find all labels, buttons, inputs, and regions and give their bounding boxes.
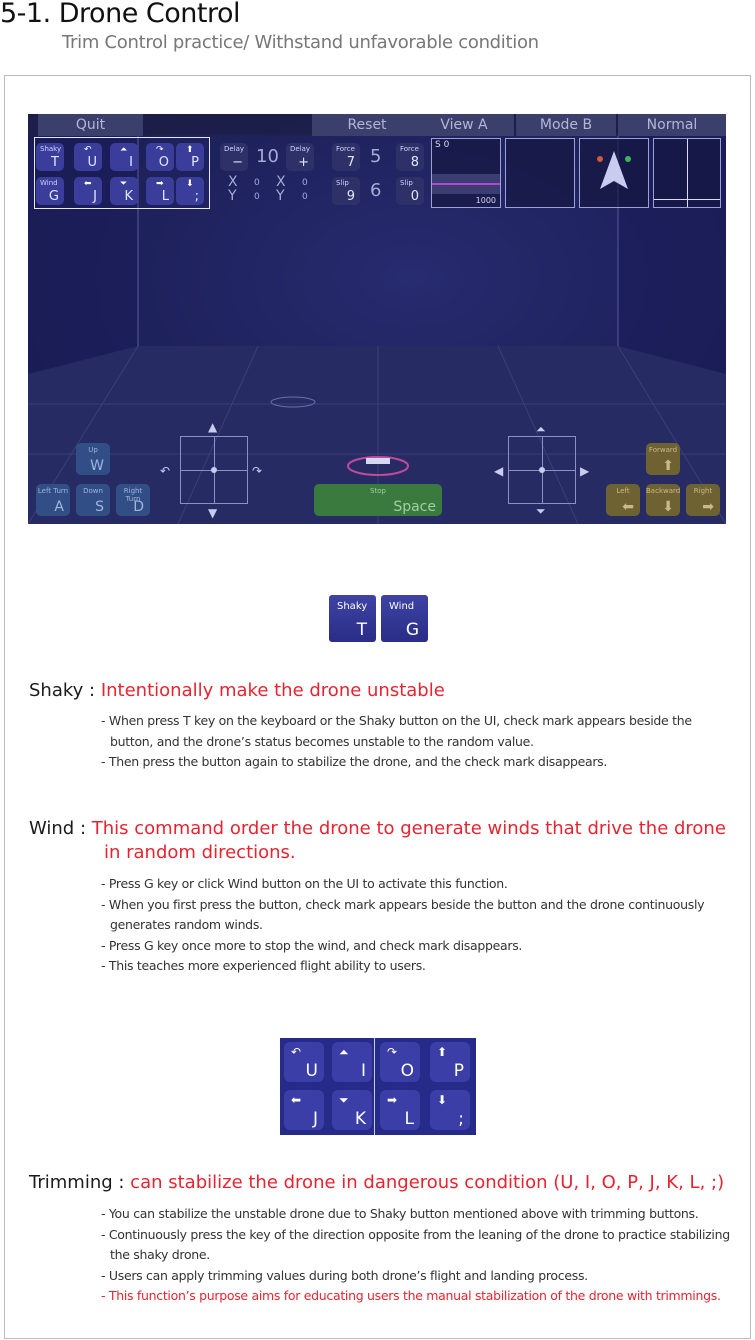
right-key[interactable] (686, 484, 720, 516)
key-char: T (356, 620, 367, 640)
key-label: Force (400, 145, 419, 153)
trimming-heading (29, 1172, 724, 1193)
x-label: X (228, 174, 238, 190)
quit-button[interactable]: Quit (38, 114, 143, 136)
backward-key[interactable] (646, 484, 680, 516)
key-char: 9 (346, 189, 355, 204)
empty-panel (505, 138, 575, 208)
y-label: Y (228, 188, 237, 204)
reset-button[interactable]: Reset (312, 114, 422, 136)
arrow-right-icon: ▶ (580, 464, 590, 478)
key-char: J (312, 1109, 318, 1129)
arrow-right-icon: ➡ (387, 1093, 398, 1107)
key-char: P (453, 1061, 464, 1081)
arrow-down-icon: ⬇ (186, 179, 194, 189)
force-value: 5 (370, 146, 382, 167)
x-label: X (276, 174, 286, 190)
page-subtitle: Trim Control practice/ Withstand unfavorable condition (62, 32, 539, 53)
tilt-up-icon: ⏶ (339, 1045, 349, 1059)
key-char: G (48, 189, 59, 204)
trimming-description (101, 1204, 733, 1307)
rotate-left-icon: ↶ (84, 145, 92, 155)
key-label: Backward (646, 487, 681, 495)
description-line: - You can stabilize the unstable drone due to Shaky button mentioned above with trimming buttons. (101, 1206, 699, 1221)
slip-value: 6 (370, 180, 382, 201)
key-label: Force (336, 145, 355, 153)
delay-minus-key[interactable] (220, 143, 248, 171)
heading-arrow-icon (580, 139, 648, 207)
section-summary: This command order the drone to generate winds that drive the drone (91, 818, 726, 839)
description-line: - Users can apply trimming values during both drone’s flight and landing process. (101, 1267, 588, 1283)
section-summary: Intentionally make the drone unstable (100, 680, 445, 701)
key-char: W (90, 458, 104, 474)
compass-panel (579, 138, 649, 208)
right-turn-key[interactable] (116, 484, 150, 516)
trim-key-j (284, 1090, 324, 1130)
force-7-key[interactable] (332, 143, 360, 171)
key-char: − (232, 155, 243, 170)
description-line: - Then press the button again to stabilize the drone, and the check mark disappears. (101, 754, 608, 769)
key-char: ⬅ (622, 499, 634, 515)
key-char: O (400, 1061, 414, 1081)
section-summary: in random directions. (104, 842, 296, 863)
key-char: Space (393, 499, 436, 515)
section-label: Shaky (29, 680, 84, 701)
rotate-right-icon: ↷ (156, 145, 164, 155)
arrow-left-icon: ◀ (494, 464, 504, 478)
mode-button[interactable]: Mode B (516, 114, 616, 136)
key-label: Right (693, 487, 713, 495)
arrow-right-icon: ➡ (156, 179, 164, 189)
slip-0-key[interactable] (396, 177, 424, 205)
wind-heading (29, 818, 726, 839)
page-title: 5-1. Drone Control (0, 0, 240, 29)
speed-max: 1000 (475, 196, 496, 205)
key-char: L (161, 189, 169, 204)
key-char: ; (194, 189, 199, 204)
key-char: ⬇ (662, 499, 674, 515)
description-line: - Press G key or click Wind button on the UI to activate this function. (101, 876, 508, 891)
trim-key-l (380, 1090, 420, 1130)
stop-key[interactable] (314, 484, 442, 516)
view-button[interactable]: View A (414, 114, 514, 136)
section-summary: can stabilize the drone in dangerous condition (U, I, O, P, J, K, L, ;) (130, 1172, 725, 1193)
down-key[interactable] (76, 484, 110, 516)
tilt-up-icon: ⏶ (536, 422, 546, 436)
description-line: - Press G key once more to stop the wind, and check mark disappears. (101, 937, 523, 953)
trim-key-o (380, 1042, 420, 1082)
speed-label: S 0 (435, 140, 450, 150)
key-char: G (405, 620, 419, 640)
speed-line (432, 183, 500, 185)
shaky-key-showcase (329, 595, 376, 642)
key-char: O (158, 155, 169, 170)
normal-button[interactable]: Normal (618, 114, 726, 136)
key-char: ⬆ (662, 458, 674, 474)
minimap-panel (653, 138, 721, 208)
key-char: A (54, 499, 64, 515)
key-label: Shaky (337, 601, 368, 612)
rotate-right-icon: ↷ (387, 1045, 398, 1059)
arrow-up-icon: ⬆ (186, 145, 194, 155)
key-char: L (404, 1109, 414, 1129)
key-char: D (133, 499, 144, 515)
delay-value: 10 (256, 146, 279, 167)
trim-selection-box (34, 137, 210, 209)
separator: : (74, 818, 92, 839)
wind-key-showcase (381, 595, 428, 642)
key-char: 7 (346, 155, 355, 170)
force-8-key[interactable] (396, 143, 424, 171)
key-char: ➡ (702, 499, 714, 515)
key-char: 0 (410, 189, 419, 204)
trim-key-u (284, 1042, 324, 1082)
description-line: - When you first press the button, check mark appears beside the button and the drone continuously generates random winds. (101, 896, 705, 932)
key-char: P (191, 155, 199, 170)
y-value: 0 (254, 192, 260, 202)
arrow-up-icon: ⬆ (437, 1045, 448, 1059)
key-label: Up (88, 446, 98, 454)
tilt-up-icon: ⏶ (120, 145, 128, 155)
shaky-heading (29, 680, 445, 701)
section-label: Wind (29, 818, 75, 839)
arrow-left-icon: ⬅ (84, 179, 92, 189)
delay-plus-key[interactable] (286, 143, 314, 171)
up-key[interactable] (76, 443, 110, 475)
key-label: Wind (389, 601, 415, 612)
x-value: 0 (302, 178, 308, 188)
trim-keys-showcase (280, 1038, 476, 1135)
tilt-down-icon: ⏷ (536, 504, 546, 518)
y-value: 0 (302, 192, 308, 202)
tilt-down-icon: ⏷ (120, 179, 128, 189)
key-label: Shaky (40, 145, 62, 153)
trim-key-p (430, 1042, 470, 1082)
wind-description (101, 874, 733, 977)
arrow-down-icon: ▼ (208, 506, 218, 520)
key-char: S (95, 499, 104, 515)
key-label: Wind (40, 179, 58, 187)
key-label: Down (83, 487, 103, 495)
key-label: Stop (370, 487, 386, 495)
trim-key-semicolon (430, 1090, 470, 1130)
trim-key-i (332, 1042, 372, 1082)
key-char: I (360, 1061, 366, 1081)
left-joystick[interactable] (180, 436, 248, 504)
key-label: Forward (648, 446, 678, 454)
rotate-right-icon: ↷ (252, 464, 263, 478)
key-label: Slip (400, 179, 413, 187)
section-label: Trimming (29, 1172, 113, 1193)
key-char: U (87, 155, 97, 170)
description-line-highlight: - This function’s purpose aims for educating users the manual stabilization of the drone with trimmings. (101, 1288, 721, 1303)
key-char: K (124, 189, 133, 204)
key-char: ; (458, 1109, 464, 1129)
left-turn-key[interactable] (36, 484, 70, 516)
key-char: J (93, 189, 97, 204)
key-label: Delay (224, 145, 245, 153)
arrow-left-icon: ⬅ (291, 1093, 302, 1107)
slip-9-key[interactable] (332, 177, 360, 205)
key-label: Left (616, 487, 630, 495)
key-label: Delay (290, 145, 311, 153)
x-value: 0 (254, 178, 260, 188)
key-char: I (129, 155, 133, 170)
forward-key[interactable] (646, 443, 680, 475)
key-char: + (298, 155, 309, 170)
separator: : (83, 680, 101, 701)
separator: : (112, 1172, 131, 1193)
description-line: - This teaches more experienced flight ability to users. (101, 958, 426, 973)
arrow-down-icon: ⬇ (437, 1093, 448, 1107)
key-label: Right Turn (123, 487, 143, 503)
speed-panel (431, 138, 501, 208)
rotate-left-icon: ↶ (291, 1045, 302, 1059)
wind-heading-continued (104, 842, 296, 863)
right-joystick[interactable] (508, 436, 576, 504)
tilt-down-icon: ⏷ (339, 1093, 349, 1107)
y-label: Y (276, 188, 285, 204)
key-char: K (354, 1109, 366, 1129)
description-line: - When press T key on the keyboard or the Shaky button on the UI, check mark appears beside the button, and the drone’s status becomes unstable to the random value. (101, 713, 692, 749)
left-key[interactable] (606, 484, 640, 516)
description-line: - Continuously press the key of the direction opposite from the leaning of the drone to practice stabilizing the shaky drone. (101, 1226, 730, 1262)
trim-key-k (332, 1090, 372, 1130)
shaky-description (101, 711, 733, 773)
key-char: T (51, 155, 59, 170)
arrow-up-icon: ▲ (208, 420, 218, 434)
key-char: U (305, 1061, 318, 1081)
rotate-left-icon: ↶ (160, 464, 171, 478)
key-label: Slip (336, 179, 349, 187)
key-char: 8 (410, 155, 419, 170)
key-label: Left Turn (37, 487, 69, 495)
